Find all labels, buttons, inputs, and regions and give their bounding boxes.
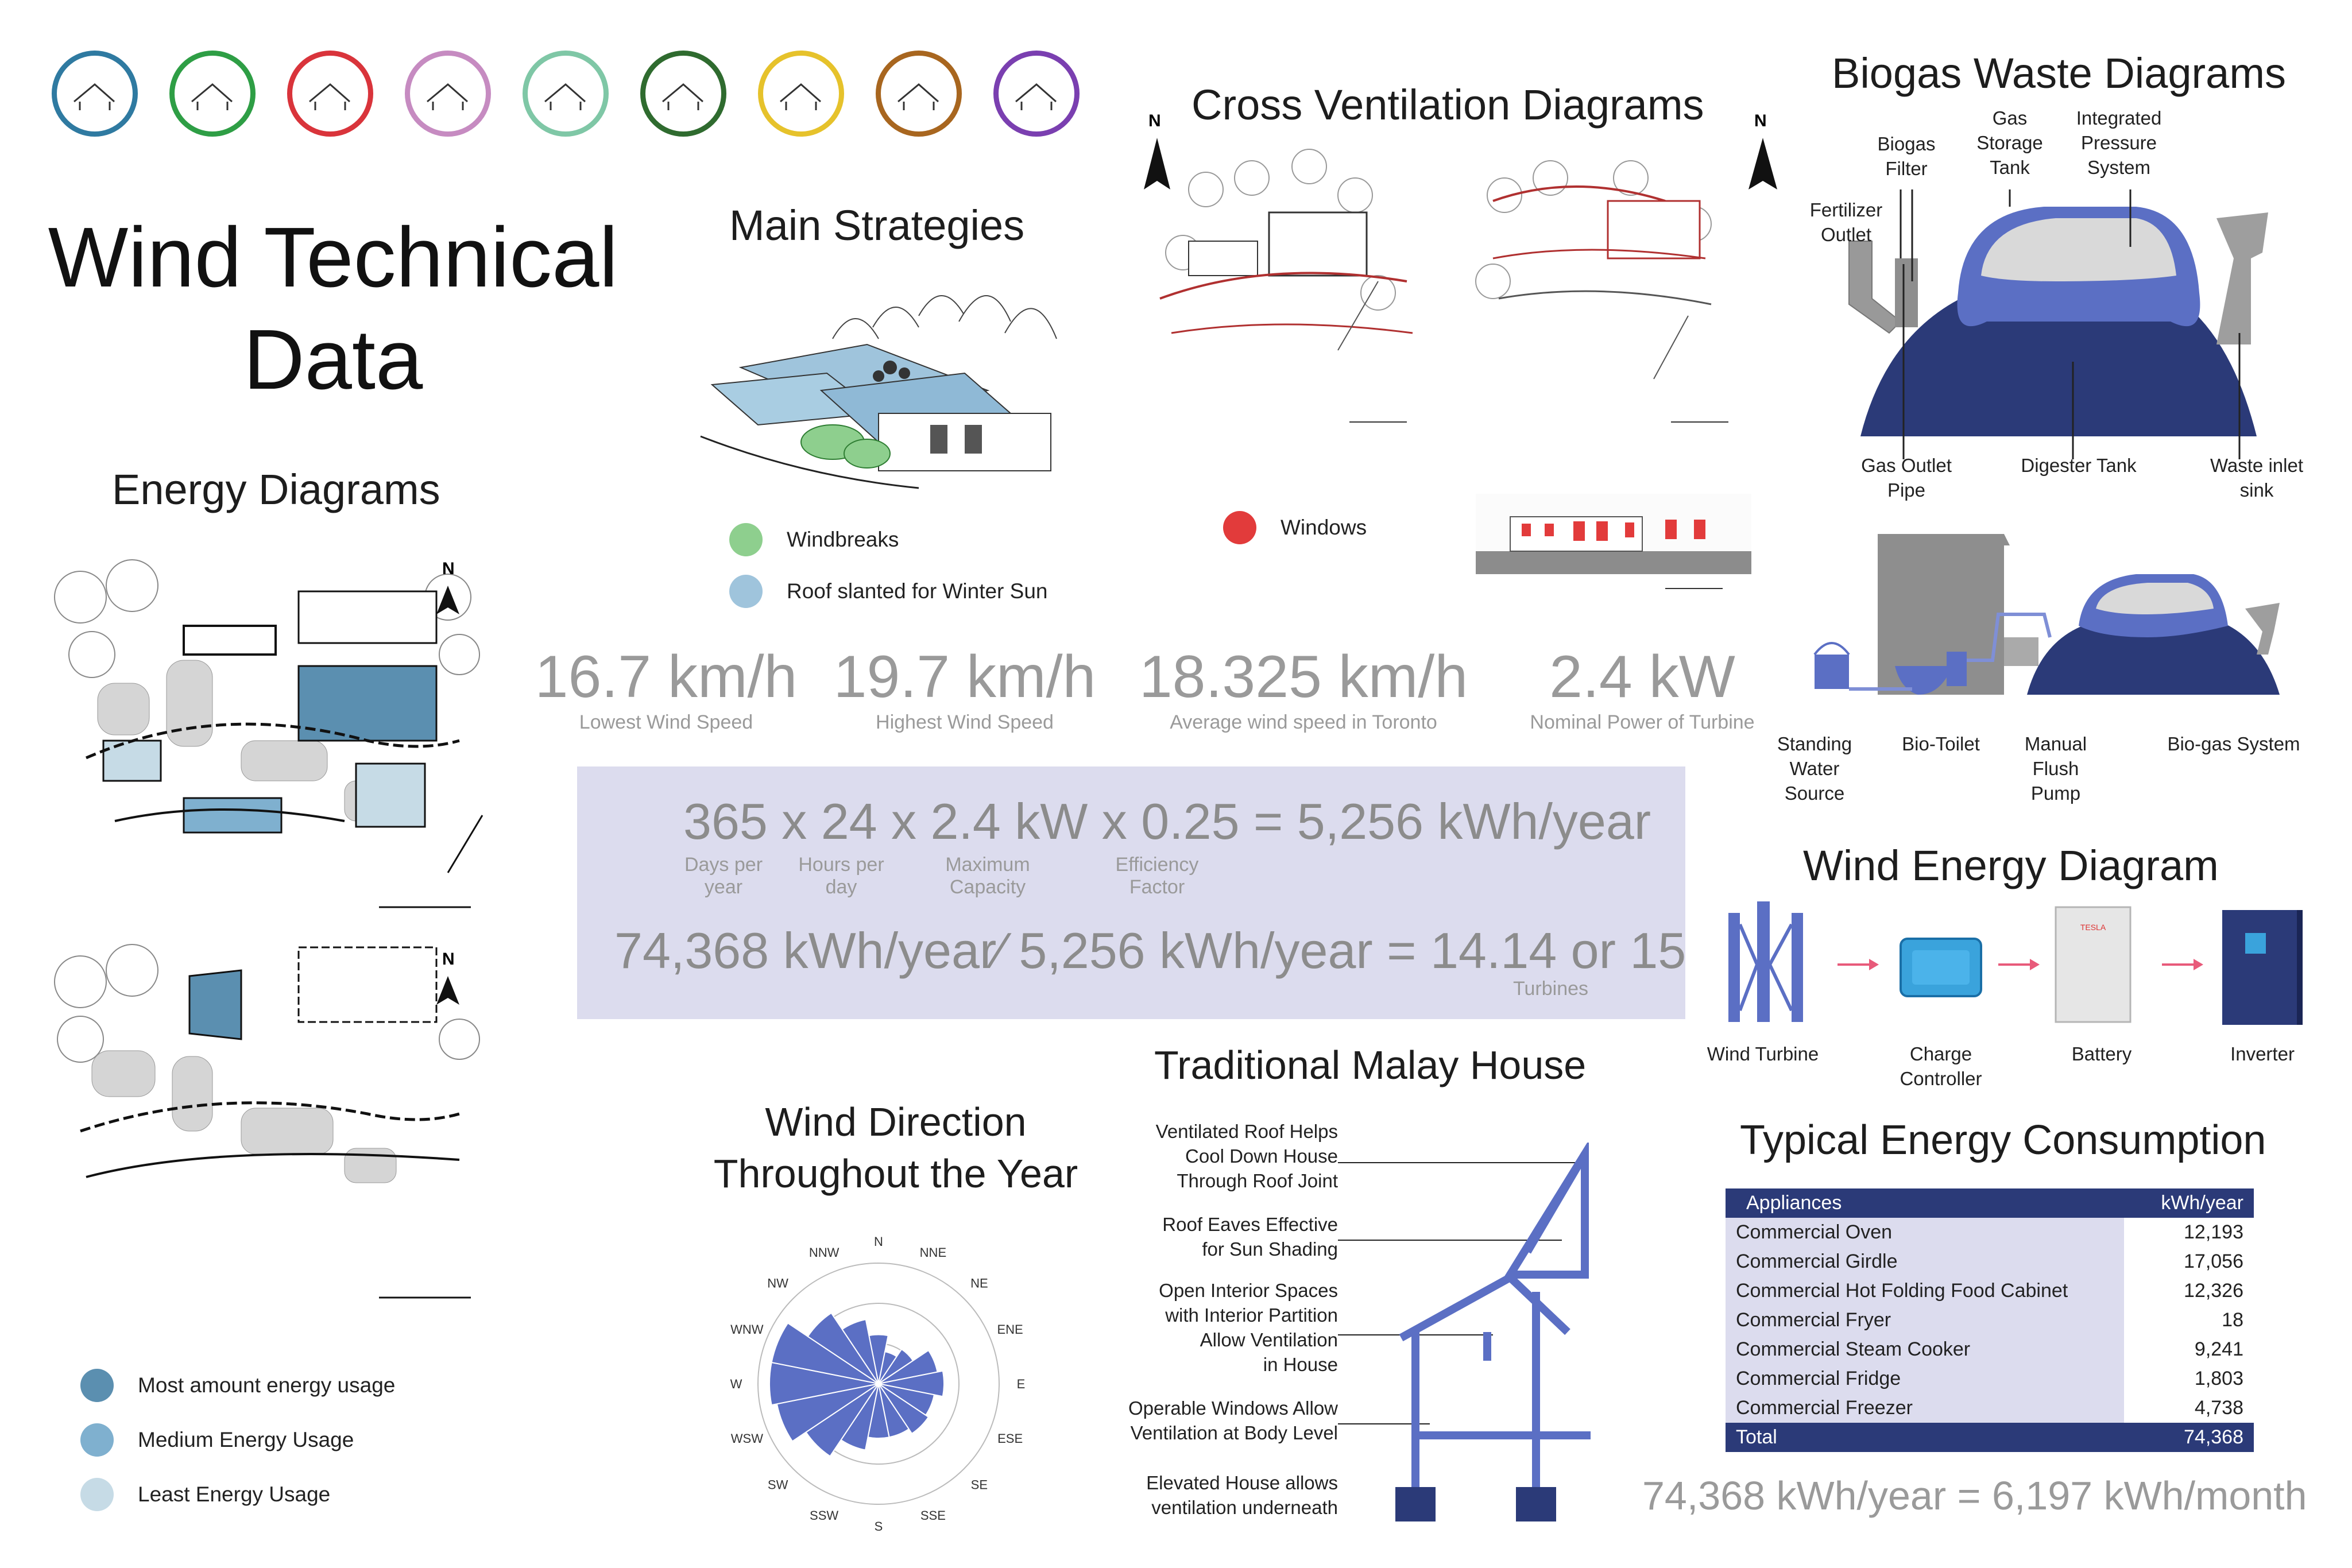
legend-label-medium: Medium Energy Usage bbox=[138, 1427, 354, 1451]
rose-label-sse: SSE bbox=[920, 1508, 946, 1523]
label-line: Manual bbox=[2024, 733, 2087, 754]
annotation-line: ventilation underneath bbox=[1151, 1496, 1338, 1518]
icon-4-icon bbox=[405, 51, 491, 137]
cross-ventilation-plans bbox=[1137, 109, 1797, 436]
malay-house-section bbox=[1338, 1143, 1637, 1533]
label-line: Integrated bbox=[2076, 107, 2162, 129]
stat-value: 2.4 kW bbox=[1549, 644, 1735, 710]
strategies-legend-item bbox=[729, 514, 1048, 566]
factor-hours bbox=[790, 854, 893, 899]
table-total-row bbox=[1726, 1423, 2254, 1452]
legend-label-roof: Roof slanted for Winter Sun bbox=[787, 579, 1048, 603]
factor-capacity-line1: Maximum bbox=[945, 854, 1030, 876]
rose-label-nne: NNE bbox=[919, 1245, 947, 1260]
north-label-1: N bbox=[442, 559, 455, 578]
label-line: Pipe bbox=[1887, 479, 1926, 501]
page-title-line2: Data bbox=[243, 312, 423, 407]
annotation-line: Elevated House allows bbox=[1146, 1472, 1338, 1493]
annotation-line: for Sun Shading bbox=[1202, 1238, 1338, 1260]
rose-label-nnw: NNW bbox=[808, 1245, 840, 1260]
consumption-title: Typical Energy Consumption bbox=[1740, 1117, 2266, 1163]
legend-label-least: Least Energy Usage bbox=[138, 1482, 331, 1506]
label-fertilizer-outlet bbox=[1797, 198, 1895, 247]
table-row bbox=[1726, 1393, 2254, 1423]
wind-energy-flow bbox=[1723, 896, 2343, 1028]
row-kwh: 9,241 bbox=[2194, 1338, 2243, 1360]
stat-value: 19.7 km/h bbox=[833, 644, 1096, 710]
rose-label-se: SE bbox=[970, 1477, 988, 1492]
wind-direction-title-line1: Wind Direction bbox=[765, 1099, 1027, 1144]
biogas-title: Biogas Waste Diagrams bbox=[1832, 49, 2286, 97]
north-label-cv-2: N bbox=[1754, 111, 1767, 130]
rose-label-e: E bbox=[1016, 1377, 1026, 1391]
label-bio-toilet bbox=[1889, 732, 1993, 757]
malay-house-title: Traditional Malay House bbox=[1154, 1043, 1587, 1087]
north-label-2: N bbox=[442, 950, 455, 969]
label-integrated-pressure bbox=[2061, 106, 2176, 180]
label-biogas-filter bbox=[1866, 132, 1947, 181]
factor-days-line2: year bbox=[704, 876, 743, 898]
annotation-eaves bbox=[1091, 1213, 1338, 1262]
label-line: Source bbox=[1784, 782, 1845, 804]
row-kwh: 17,056 bbox=[2184, 1250, 2243, 1272]
icon-8-icon bbox=[876, 51, 962, 137]
table-header-row bbox=[1726, 1188, 2254, 1218]
consumption-table bbox=[1726, 1188, 2254, 1452]
legend-label-windbreaks: Windbreaks bbox=[787, 528, 899, 551]
label-line: Tank bbox=[1990, 156, 2030, 178]
legend-dot-most bbox=[80, 1369, 114, 1402]
icon-1-icon bbox=[52, 51, 138, 137]
label-line: Pump bbox=[2030, 782, 2081, 804]
total-value: 74,368 bbox=[2184, 1426, 2243, 1448]
legend-dot-roof bbox=[729, 575, 763, 608]
stat-lowest bbox=[528, 643, 804, 734]
strategies-legend bbox=[729, 514, 1048, 617]
row-appliance: Commercial Freezer bbox=[1726, 1393, 2124, 1423]
annotation-line: Operable Windows Allow bbox=[1128, 1397, 1338, 1419]
annotation-line: in House bbox=[1263, 1353, 1338, 1375]
annotation-line: Ventilated Roof Helps bbox=[1155, 1121, 1338, 1142]
annotation-line: Through Roof Joint bbox=[1177, 1170, 1338, 1191]
annotation-line: Roof Eaves Effective bbox=[1162, 1214, 1338, 1235]
row-kwh: 4,738 bbox=[2194, 1397, 2243, 1419]
label-line: Fertilizer bbox=[1809, 199, 1883, 220]
icon-3-icon bbox=[287, 51, 373, 137]
equation-annual: 365 x 24 x 2.4 kW x 0.25 = 5,256 kWh/year bbox=[683, 793, 1651, 850]
label-manual-flush bbox=[2010, 732, 2102, 806]
page-title bbox=[40, 207, 626, 411]
row-appliance: Commercial Hot Folding Food Cabinet bbox=[1726, 1276, 2124, 1306]
north-label-cv-1: N bbox=[1148, 111, 1161, 130]
table-row bbox=[1726, 1335, 2254, 1364]
wind-energy-title: Wind Energy Diagram bbox=[1803, 842, 2219, 889]
rose-label-s: S bbox=[874, 1519, 883, 1534]
table-row bbox=[1726, 1364, 2254, 1393]
biogas-system-diagram bbox=[1803, 522, 2320, 729]
row-kwh: 12,193 bbox=[2184, 1221, 2243, 1243]
label-line: Gas Outlet bbox=[1861, 455, 1952, 476]
row-appliance: Commercial Fridge bbox=[1726, 1364, 2124, 1393]
arrow-icon bbox=[1838, 959, 2203, 970]
label-digester-tank bbox=[2010, 454, 2148, 478]
turbines-label: Turbines bbox=[1513, 978, 1589, 1000]
table-row bbox=[1726, 1218, 2254, 1247]
battery-brand: TESLA bbox=[2080, 923, 2106, 932]
label-line: Flush bbox=[2032, 757, 2079, 779]
stat-label: Nominal Power of Turbine bbox=[1530, 711, 1755, 733]
header-kwh: kWh/year bbox=[2161, 1192, 2243, 1214]
equation-turbines: 74,368 kWh/year⁄ 5,256 kWh/year = 14.14 or 15 bbox=[614, 922, 1686, 979]
factor-days-line1: Days per bbox=[684, 854, 763, 876]
annotation-line: with Interior Partition bbox=[1165, 1304, 1338, 1326]
step-battery bbox=[2050, 1042, 2153, 1067]
wind-rose-chart bbox=[706, 1223, 1051, 1544]
stat-value: 16.7 km/h bbox=[535, 644, 798, 710]
row-kwh: 1,803 bbox=[2194, 1368, 2243, 1389]
icon-5-icon bbox=[523, 51, 609, 137]
table-row bbox=[1726, 1247, 2254, 1276]
strategies-perspective-render bbox=[689, 270, 1080, 511]
rose-label-sw: SW bbox=[767, 1477, 788, 1492]
label-line: System bbox=[2087, 156, 2151, 178]
factor-hours-line1: Hours per bbox=[798, 854, 884, 876]
energy-legend-item bbox=[80, 1467, 395, 1521]
label-line: Filter bbox=[1885, 157, 1928, 179]
label-line: sink bbox=[2239, 479, 2274, 501]
cross-ventilation-section bbox=[1476, 494, 1751, 597]
calculation-box bbox=[577, 766, 1685, 1019]
annotation-line: Ventilation at Body Level bbox=[1130, 1422, 1338, 1443]
annotation-roof bbox=[1091, 1120, 1338, 1194]
legend-label-most: Most amount energy usage bbox=[138, 1373, 396, 1397]
energy-legend-item bbox=[80, 1358, 395, 1412]
rose-label-wsw: WSW bbox=[730, 1431, 763, 1446]
legend-dot-windbreaks bbox=[729, 523, 763, 556]
windows-legend bbox=[1223, 511, 1367, 544]
factor-capacity-line2: Capacity bbox=[949, 876, 1026, 898]
table-row bbox=[1726, 1306, 2254, 1335]
stat-value: 18.325 km/h bbox=[1139, 644, 1468, 710]
stat-label: Lowest Wind Speed bbox=[579, 711, 753, 733]
header-appliances: Appliances bbox=[1746, 1192, 1842, 1214]
wind-direction-title bbox=[689, 1097, 1102, 1199]
annotation-line: Allow Ventilation bbox=[1200, 1329, 1338, 1350]
energy-legend-item bbox=[80, 1412, 395, 1467]
step-label: Charge bbox=[1909, 1043, 1972, 1064]
energy-diagrams-title: Energy Diagrams bbox=[112, 466, 440, 513]
factor-efficiency bbox=[1100, 854, 1214, 899]
icon-7-icon bbox=[758, 51, 844, 137]
stat-highest bbox=[827, 643, 1102, 734]
label-gas-storage bbox=[1964, 106, 2056, 180]
legend-dot-least bbox=[80, 1478, 114, 1511]
monthly-consumption: 74,368 kWh/year = 6,197 kWh/month bbox=[1642, 1473, 2307, 1518]
total-label: Total bbox=[1736, 1426, 1777, 1448]
rose-label-wnw: WNW bbox=[730, 1322, 764, 1337]
rose-label-ese: ESE bbox=[997, 1431, 1023, 1446]
rose-label-nw: NW bbox=[767, 1276, 788, 1291]
row-appliance: Commercial Oven bbox=[1726, 1218, 2124, 1247]
label-line: Bio-Toilet bbox=[1902, 733, 1980, 754]
label-gas-outlet bbox=[1849, 454, 1964, 503]
icon-6-icon bbox=[640, 51, 726, 137]
rose-label-n: N bbox=[874, 1234, 883, 1249]
rose-label-ene: ENE bbox=[997, 1322, 1023, 1337]
label-line: Bio-gas System bbox=[2167, 733, 2300, 754]
battery-icon bbox=[2056, 907, 2130, 1022]
annotation-windows bbox=[1091, 1396, 1338, 1446]
label-line: Storage bbox=[1976, 131, 2043, 153]
annotation-interior bbox=[1091, 1279, 1338, 1377]
row-kwh: 12,326 bbox=[2184, 1280, 2243, 1302]
row-appliance: Commercial Fryer bbox=[1726, 1306, 2124, 1335]
label-standing-water bbox=[1774, 732, 1855, 806]
energy-floor-plan-1 bbox=[46, 551, 494, 919]
rose-label-ne: NE bbox=[970, 1276, 988, 1291]
step-label: Controller bbox=[1900, 1067, 1982, 1089]
label-line: Biogas bbox=[1877, 133, 1936, 154]
rose-label-w: W bbox=[730, 1377, 742, 1391]
cross-ventilation-title: Cross Ventilation Diagrams bbox=[1192, 81, 1704, 129]
step-wind-turbine bbox=[1700, 1042, 1826, 1067]
factor-efficiency-line1: Efficiency bbox=[1115, 854, 1199, 876]
label-line: Standing bbox=[1777, 733, 1852, 754]
legend-dot-medium bbox=[80, 1423, 114, 1457]
inverter-icon bbox=[2222, 910, 2303, 1025]
step-label: Inverter bbox=[2230, 1043, 2295, 1064]
step-label: Wind Turbine bbox=[1707, 1043, 1819, 1064]
label-line: Pressure bbox=[2080, 131, 2157, 153]
step-charge-controller bbox=[1883, 1042, 1998, 1091]
step-label: Battery bbox=[2071, 1043, 2132, 1064]
stat-average bbox=[1125, 643, 1481, 734]
stat-label: Average wind speed in Toronto bbox=[1170, 711, 1437, 733]
stat-turbine-power bbox=[1504, 643, 1780, 734]
annotation-line: Cool Down House bbox=[1185, 1145, 1338, 1167]
label-line: Gas bbox=[1992, 107, 2028, 129]
page-title-line1: Wind Technical bbox=[48, 210, 618, 305]
label-biogas-system bbox=[2159, 732, 2308, 757]
label-line: Digester Tank bbox=[2021, 455, 2137, 476]
main-strategies-title: Main Strategies bbox=[729, 202, 1025, 249]
factor-hours-line2: day bbox=[825, 876, 857, 898]
icon-2-icon bbox=[169, 51, 256, 137]
stat-label: Highest Wind Speed bbox=[876, 711, 1054, 733]
label-line: Water bbox=[1789, 757, 1840, 779]
wind-turbine-icon bbox=[1728, 901, 1803, 1022]
row-appliance: Commercial Girdle bbox=[1726, 1247, 2124, 1276]
charge-controller-icon bbox=[1901, 939, 1981, 996]
strategies-legend-item bbox=[729, 566, 1048, 617]
row-kwh: 18 bbox=[2222, 1309, 2243, 1331]
legend-dot-windows bbox=[1223, 511, 1256, 544]
rose-label-ssw: SSW bbox=[810, 1508, 839, 1523]
legend-label-windows: Windows bbox=[1281, 516, 1367, 539]
label-line: Waste inlet bbox=[2210, 455, 2303, 476]
row-appliance: Commercial Steam Cooker bbox=[1726, 1335, 2124, 1364]
factor-capacity bbox=[930, 854, 1045, 899]
factor-days bbox=[672, 854, 775, 899]
step-inverter bbox=[2211, 1042, 2314, 1067]
table-row bbox=[1726, 1276, 2254, 1306]
wind-direction-title-line2: Throughout the Year bbox=[713, 1151, 1078, 1196]
label-waste-inlet bbox=[2199, 454, 2314, 503]
annotation-line: Open Interior Spaces bbox=[1159, 1280, 1338, 1301]
energy-legend bbox=[80, 1358, 395, 1521]
annotation-elevated bbox=[1091, 1471, 1338, 1520]
icon-9-icon bbox=[993, 51, 1080, 137]
energy-floor-plan-2 bbox=[46, 942, 494, 1309]
factor-efficiency-line2: Factor bbox=[1129, 876, 1185, 898]
label-line: Outlet bbox=[1820, 223, 1872, 245]
